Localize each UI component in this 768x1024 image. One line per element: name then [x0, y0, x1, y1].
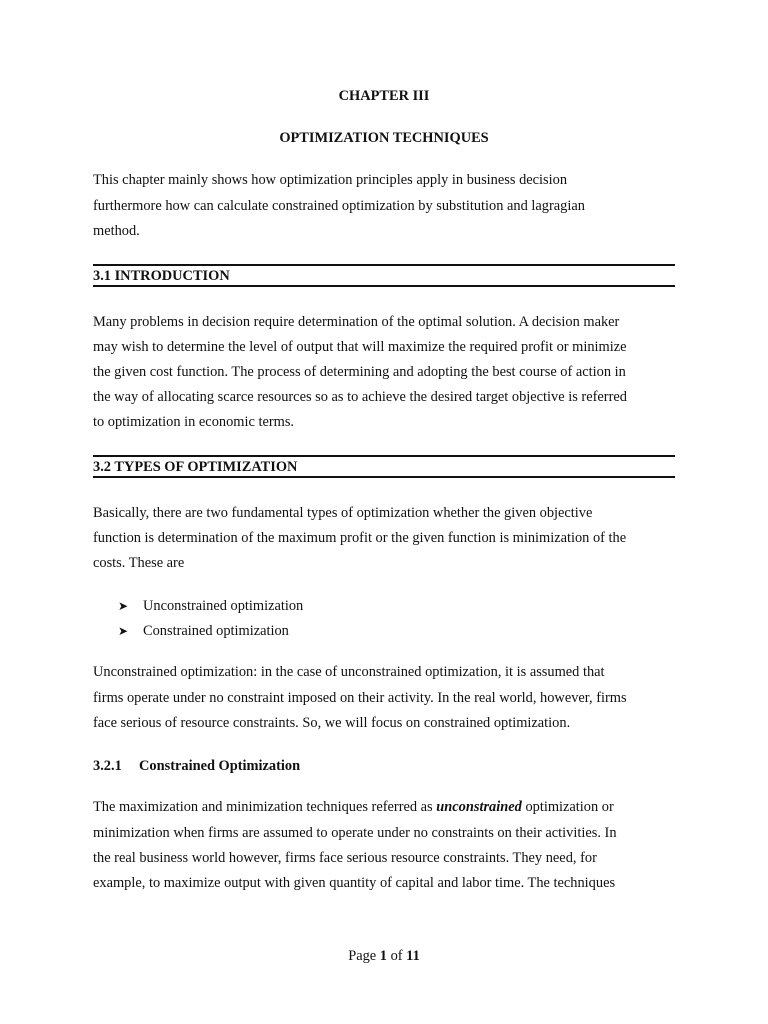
- paragraph-line: costs. These are: [93, 555, 185, 571]
- page-total: 11: [406, 948, 420, 964]
- paragraph-line: Basically, there are two fundamental types of optimization whether the given objective: [93, 505, 593, 521]
- paragraph-line: function is determination of the maximum profit or the given function is minimization of the: [93, 530, 627, 546]
- section-rule-bottom: [93, 285, 675, 287]
- paragraph-line: face serious of resource constraints. So, we will focus on constrained optimization.: [93, 715, 571, 731]
- text-run: optimization or: [521, 799, 614, 815]
- paragraph-line: the real business world however, firms face serious resource constraints. They need, for: [93, 850, 597, 866]
- intro-line: method.: [93, 223, 140, 239]
- section-heading-3-1: 3.1 INTRODUCTION: [93, 268, 230, 284]
- arrow-bullet-icon: ➤: [118, 599, 129, 613]
- text-run: The maximization and minimization techniques referred as: [93, 799, 437, 815]
- paragraph-line: to optimization in economic terms.: [93, 414, 295, 430]
- intro-line: This chapter mainly shows how optimization principles apply in business decision: [93, 172, 568, 188]
- paragraph-line: firms operate under no constraint imposed on their activity. In the real world, however, firms: [93, 690, 627, 706]
- page-of: of: [386, 948, 407, 964]
- page-current: 1: [379, 948, 387, 964]
- paragraph-line: may wish to determine the level of output that will maximize the required profit or minimize: [93, 339, 627, 355]
- chapter-title: OPTIMIZATION TECHNIQUES: [279, 130, 489, 146]
- paragraph-line: minimization when firms are assumed to operate under no constraints on their activities. In: [93, 825, 617, 841]
- page-footer: [0, 948, 768, 965]
- section-heading-3-2: 3.2 TYPES OF OPTIMIZATION: [93, 459, 298, 475]
- section-rule-top: [93, 455, 675, 457]
- paragraph-line: [93, 798, 614, 816]
- subsection-number: 3.2.1: [93, 758, 122, 774]
- paragraph-line: example, to maximize output with given quantity of capital and labor time. The techniques: [93, 875, 616, 891]
- paragraph-line: Unconstrained optimization: in the case of unconstrained optimization, it is assumed that: [93, 664, 605, 680]
- paragraph-line: the given cost function. The process of determining and adopting the best course of action in: [93, 364, 626, 380]
- subsection-title: Constrained Optimization: [139, 758, 301, 774]
- list-item: Unconstrained optimization: [143, 598, 304, 614]
- section-rule-bottom: [93, 476, 675, 478]
- section-rule-top: [93, 264, 675, 266]
- intro-line: furthermore how can calculate constrained optimization by substitution and lagragian: [93, 198, 585, 214]
- list-item: Constrained optimization: [143, 623, 289, 639]
- page-label: Page: [348, 948, 380, 964]
- emphasis-text: unconstrained: [436, 799, 522, 815]
- paragraph-line: Many problems in decision require determination of the optimal solution. A decision maker: [93, 314, 620, 330]
- arrow-bullet-icon: ➤: [118, 624, 129, 638]
- chapter-number: CHAPTER III: [338, 88, 430, 104]
- paragraph-line: the way of allocating scarce resources so as to achieve the desired target objective is referred: [93, 389, 627, 405]
